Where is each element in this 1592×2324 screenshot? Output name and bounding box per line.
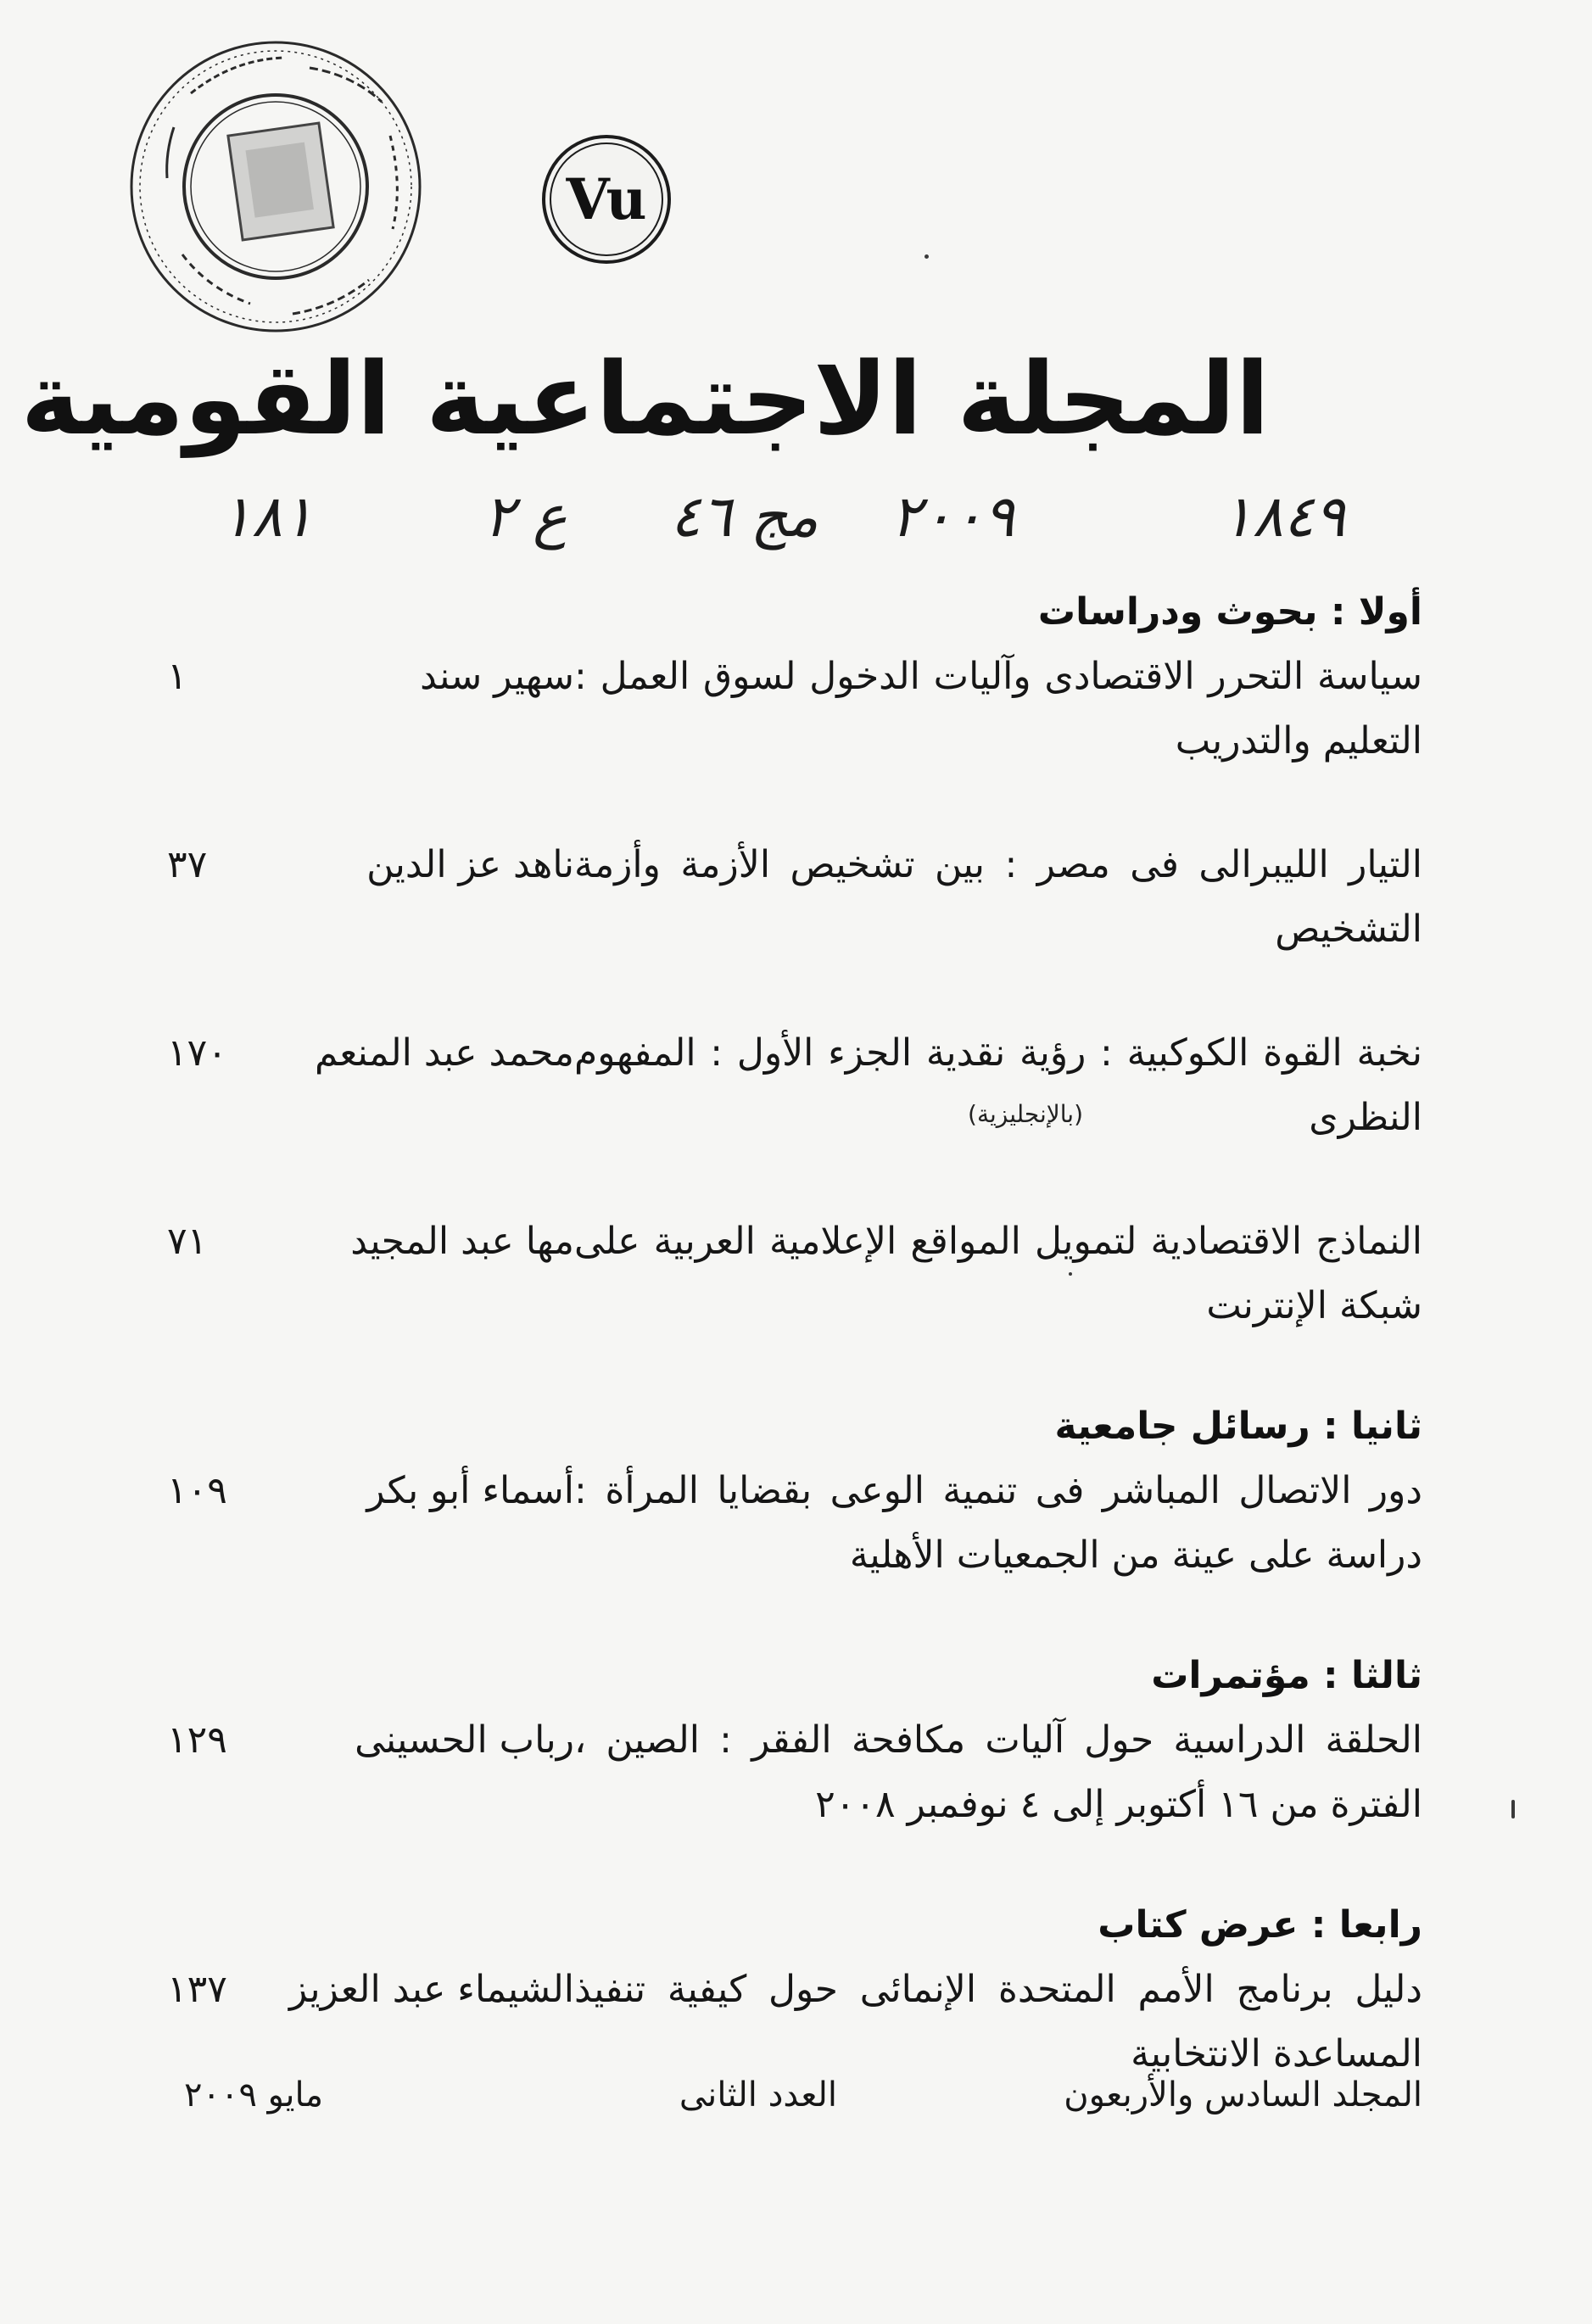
entry-page-number: ٣٧ xyxy=(167,843,208,886)
handwritten-year: ٢٠٠٩ xyxy=(891,483,1015,550)
footer-issue: العدد الثانى xyxy=(679,2075,837,2115)
entry-page-number: ١٧٠ xyxy=(167,1031,227,1075)
section-book-review xyxy=(167,1898,1422,2087)
entry-page-number: ١٢٩ xyxy=(167,1718,227,1762)
entry-title: النماذج الاقتصادية لتمويل المواقع الإعلامية العربية على شبكة الإنترنت xyxy=(574,1220,1422,1327)
toc-entry xyxy=(167,1708,1422,1837)
entry-author: ناهد عز الدين xyxy=(366,843,574,886)
handwritten-volume: مج ٤٦ xyxy=(670,483,818,550)
toc-entry xyxy=(167,645,1422,774)
section-title: رابعا : عرض كتاب xyxy=(1098,1903,1422,1947)
entry-page-number: ١ xyxy=(167,655,187,698)
toc-entry xyxy=(167,1021,1422,1150)
entry-page-number: ١٠٩ xyxy=(167,1469,227,1512)
entry-title: الحلقة الدراسية حول آليات مكافحة الفقر : الصين ، الفترة من ١٦ أكتوبر إلى ٤ نوفمبر ٢٠٠٨ xyxy=(574,1718,1422,1826)
entry-title: سياسة التحرر الاقتصادى وآليات الدخول لسوق العمل : التعليم والتدريب xyxy=(574,655,1422,763)
footer-volume: المجلد السادس والأربعون xyxy=(1064,2075,1422,2115)
library-stamp xyxy=(123,34,428,339)
entry-page-number: ١٣٧ xyxy=(167,1968,227,2011)
handwritten-issue: ع ٢ xyxy=(483,483,567,550)
section-theses xyxy=(167,1399,1422,1588)
entry-title: دليل برنامج الأمم المتحدة الإنمائى حول كيفية تنفيذ المساعدة الانتخابية xyxy=(574,1968,1422,2075)
section-title: ثانيا : رسائل جامعية xyxy=(1054,1405,1422,1448)
entry-author: الشيماء عبد العزيز xyxy=(289,1968,574,2011)
handwritten-catalogue-line xyxy=(221,475,1357,568)
scan-speck xyxy=(924,254,929,259)
section-conferences xyxy=(167,1649,1422,1837)
toc-entry xyxy=(167,1958,1422,2087)
handwritten-accession: ١٨٤٩ xyxy=(1221,483,1346,550)
section-title: أولا : بحوث ودراسات xyxy=(1037,590,1422,634)
vu-badge-text: Vu xyxy=(566,166,647,232)
entry-author: رباب الحسينى xyxy=(355,1718,574,1762)
entry-author: أسماء أبو بكر xyxy=(366,1469,574,1512)
language-note: (بالإنجليزية) xyxy=(968,1100,1083,1128)
scan-speck xyxy=(1511,1800,1515,1818)
entry-author: مها عبد المجيد xyxy=(350,1220,574,1263)
toc-entry xyxy=(167,1459,1422,1588)
toc-entry xyxy=(167,1209,1422,1338)
table-of-contents xyxy=(167,585,1422,2148)
section-research xyxy=(167,585,1422,1338)
section-title: ثالثا : مؤتمرات xyxy=(1151,1654,1422,1697)
entry-title: نخبة القوة الكوكبية : رؤية نقدية الجزء الأول : المفهوم النظرى xyxy=(574,1031,1422,1139)
entry-page-number: ٧١ xyxy=(167,1220,208,1263)
entry-author: سهير سند xyxy=(420,655,574,698)
entry-title: التيار الليبرالى فى مصر : بين تشخيص الأزمة وأزمة التشخيص xyxy=(574,843,1422,951)
footer-date: مايو ٢٠٠٩ xyxy=(184,2075,324,2115)
issue-footer xyxy=(167,2070,1422,2137)
toc-entry xyxy=(167,833,1422,962)
scan-speck xyxy=(1069,1272,1072,1276)
journal-title: المجلة الاجتماعية القومية xyxy=(20,340,1270,457)
entry-title: دور الاتصال المباشر فى تنمية الوعى بقضايا المرأة : دراسة على عينة من الجمعيات الأهلية xyxy=(574,1469,1422,1577)
entry-author: محمد عبد المنعم xyxy=(315,1031,574,1075)
handwritten-pages: ١٨١ xyxy=(221,483,314,550)
